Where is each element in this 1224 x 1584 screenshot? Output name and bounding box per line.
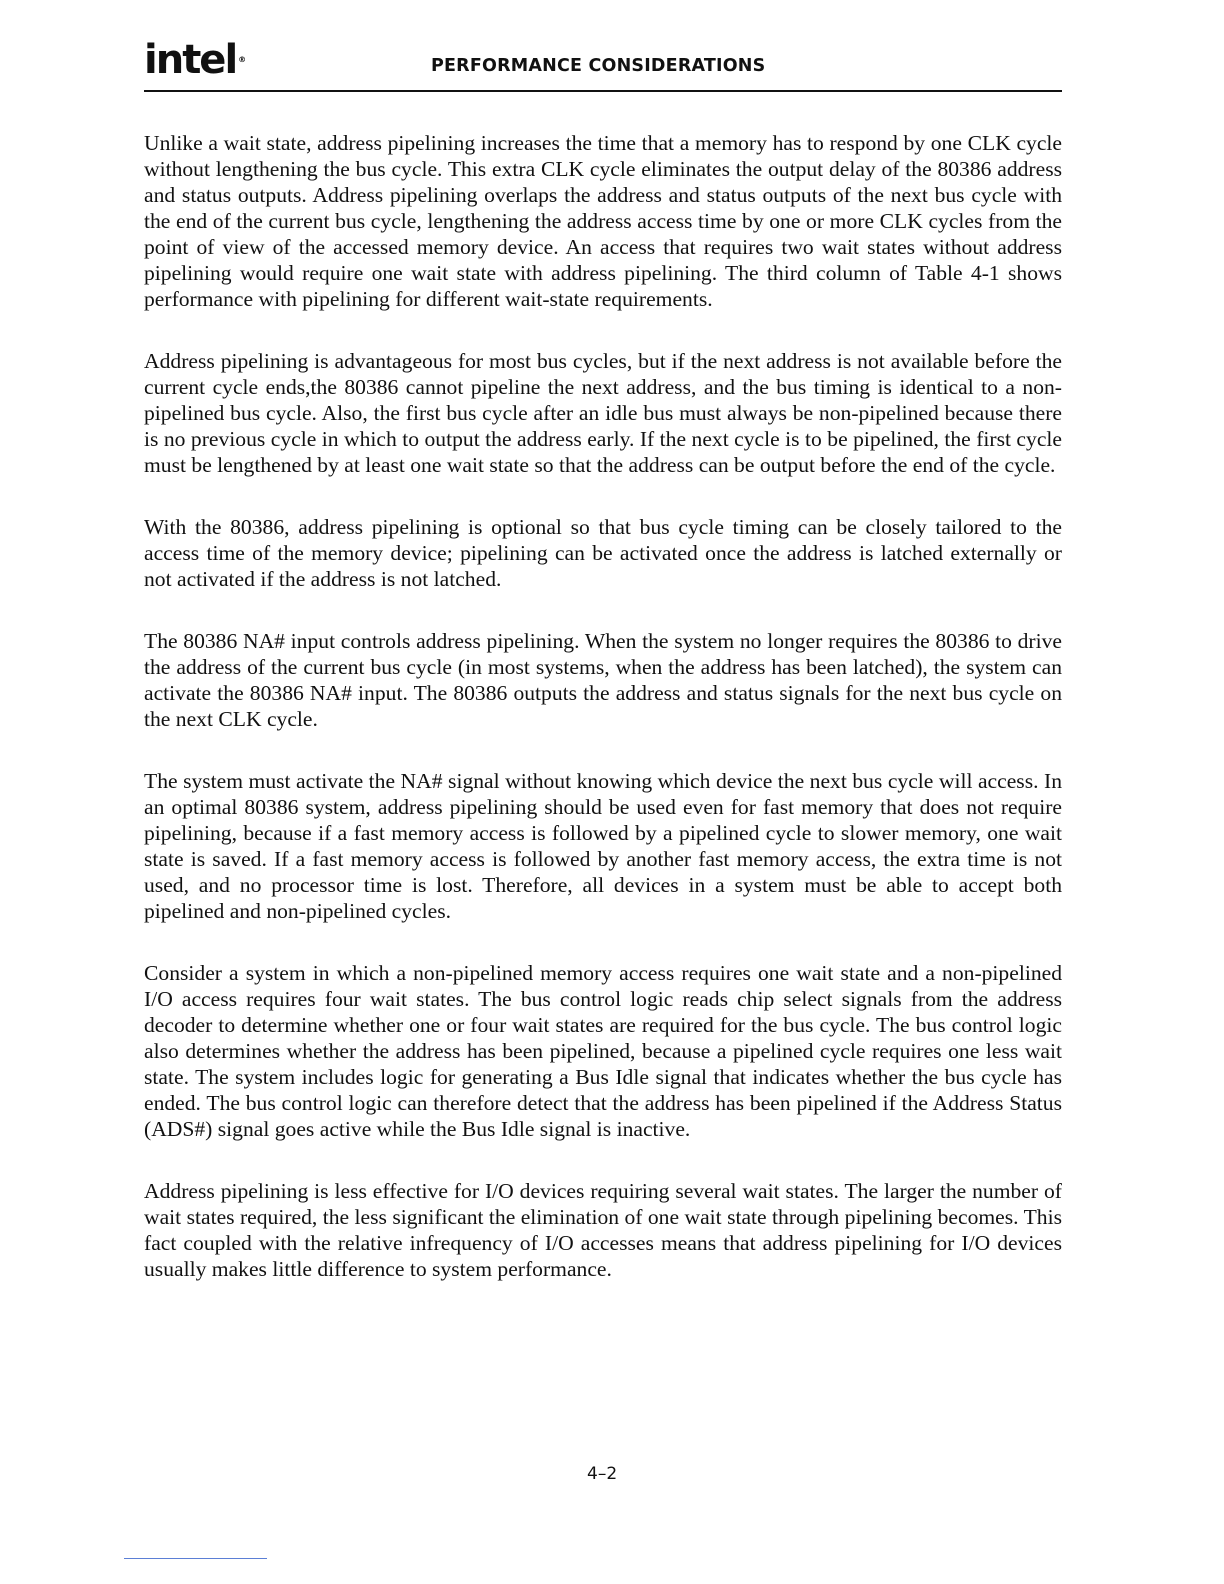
intel-logo [144,36,246,84]
page-header [144,34,1062,92]
paragraph-5: The system must activate the NA# signal without knowing which device the next bus cycle will access. In an optimal 80386 system, address pipelining should be used even for fast memory that does not require pipelining, because if a fast memory access is followed by a pipelined cycle to slower memory, one wait state is saved. If a fast memory access is followed by another fast memory access, the extra time is not used, and no processor time is lost. Therefore, all devices in a system must be able to accept both pipelined and non-pipelined cycles. [144,769,1062,923]
registered-mark: ® [238,55,247,64]
body-text [144,130,1062,1318]
paragraph-3: With the 80386, address pipelining is optional so that bus cycle timing can be closely tailored to the access time of the memory device; pipelining can be activated once the address is latched externally or not activated if the address is not latched. [144,515,1062,591]
paragraph-1: Unlike a wait state, address pipelining increases the time that a memory has to respond by one CLK cycle without lengthening the bus cycle. This extra CLK cycle eliminates the output delay of the 80386 address and status outputs. Address pipelining overlaps the address and status outputs of the next bus cycle with the end of the current bus cycle, lengthening the address access time by one or more CLK cycles from the point of view of the accessed memory device. An access that requires two wait states without address pipelining would require one wait state with address pipelining. The third column of Table 4-1 shows performance with pipelining for different wait-state requirements. [144,131,1062,311]
logo-text: intel [144,37,237,83]
scan-artifact-line [124,1558,267,1559]
paragraph-4: The 80386 NA# input controls address pipelining. When the system no longer requires the 80386 to drive the address of the current bus cycle (in most systems, when the address has been latched), the system can activate the 80386 NA# input. The 80386 outputs the address and status signals for the next bus cycle on the next CLK cycle. [144,629,1062,731]
paragraph-6: Consider a system in which a non-pipelined memory access requires one wait state and a non-pipelined I/O access requires four wait states. The bus control logic reads chip select signals from the address decoder to determine whether one or four wait states are required for the bus cycle. The bus control logic also determines whether the address has been pipelined, because a pipelined cycle requires one less wait state. The system includes logic for generating a Bus Idle signal that indicates whether the bus cycle has ended. The bus control logic can therefore detect that the address has been pipelined if the Address Status (ADS#) signal goes active while the Bus Idle signal is inactive. [144,961,1062,1141]
paragraph-7: Address pipelining is less effective for I/O devices requiring several wait states. The larger the number of wait states required, the less significant the elimination of one wait state through pipelining becomes. This fact coupled with the relative infrequency of I/O accesses means that address pipelining for I/O devices usually makes little difference to system performance. [144,1179,1062,1281]
section-title: PERFORMANCE CONSIDERATIONS [431,56,766,76]
paragraph-2: Address pipelining is advantageous for most bus cycles, but if the next address is not available before the current cycle ends,the 80386 cannot pipeline the next address, and the bus timing is identical to a non-pipelined bus cycle. Also, the first bus cycle after an idle bus must always be non-pipelined because there is no previous cycle in which to output the address early. If the next cycle is to be pipelined, the first cycle must be lengthened by at least one wait state so that the address can be output before the end of the cycle. [144,349,1062,477]
page-number: 4–2 [587,1464,618,1484]
